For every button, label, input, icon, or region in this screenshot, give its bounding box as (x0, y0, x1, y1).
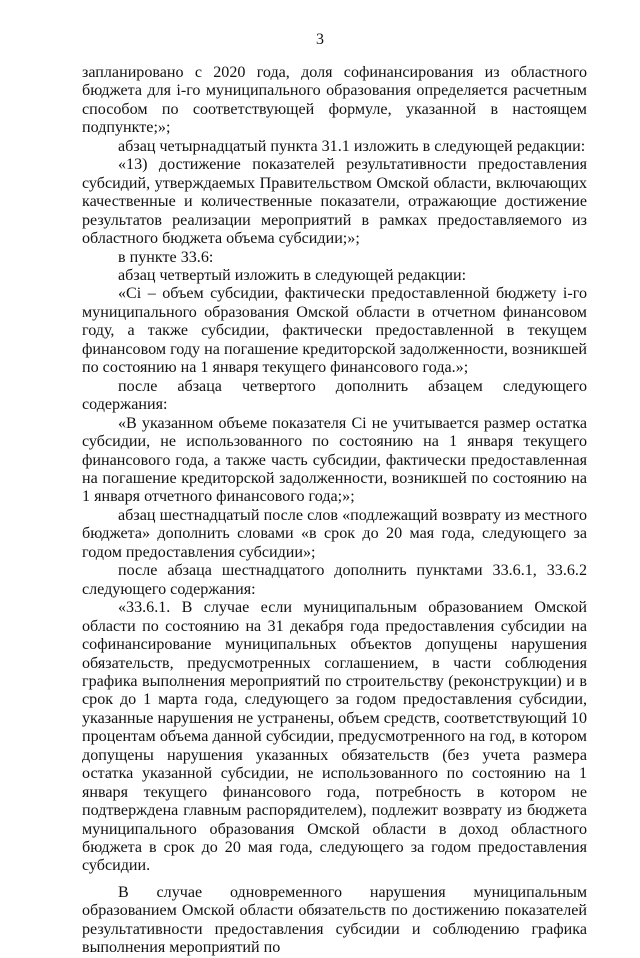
paragraph: абзац четвертый изложить в следующей редакции: (118, 266, 467, 284)
paragraph: запланировано с 2020 года, доля софинансирования из областного бюджета для i-го муниципального образования определяется расчетным способом по соответствующей формуле, указанной в настоящем подпункте;»; (82, 64, 587, 137)
paragraph: «33.6.1. В случае если муниципальным образованием Омской области по состоянию на 31 декабря года предоставления субсидии на софинансирование муниципальных объектов допущены нарушения обязательств, предусмотренных соглашением, в части соблюдения графика выполнения мероприятий по строительству (реконструкции) и в срок до 1 марта года, следующего за годом предоставления субсидии, указанные нарушения не устранены, объем средств, соответствующий 10 процентам объема данной субсидии, предусмотренного на год, в котором допущены нарушения указанных обязательств (без учета размера остатка указанной субсидии, не использованного по состоянию на 1 января текущего финансового года, потребность в котором не подтверждена главным распорядителем), подлежит возврату из бюджета муниципального образования Омской области в доход областного бюджета в срок до 20 мая года, следующего за годом предоставления субсидии. (82, 599, 587, 875)
paragraph: абзац шестнадцатый после слов «подлежащий возврату из местного бюджета» дополнить словами «в срок до 20 мая года, следующего за годом предоставления субсидии»; (82, 506, 587, 561)
paragraph: «В указанном объеме показателя Ci не учитывается размер остатка субсидии, не использованного по состоянию на 1 января текущего финансового года, а также часть субсидии, фактически предоставленная на погашение кредиторской задолженности, возникшей по состоянию на 1 января отчетного финансового года;»; (82, 414, 587, 506)
page-number: 3 (316, 31, 324, 48)
paragraph: «13) достижение показателей результативности предоставления субсидий, утверждаемых Правительством Омской области, включающих качественные и количественные показатели, отражающие достижение результатов реализации мероприятий в рамках предоставляемого из областного бюджета объема субсидии;»; (82, 156, 587, 248)
paragraph: В случае одновременного нарушения муниципальным образованием Омской области обязательств по достижению показателей результативности предоставления субсидии и соблюдению графика выполнения мероприятий по (82, 883, 587, 957)
paragraph: после абзаца шестнадцатого дополнить пунктами 33.6.1, 33.6.2 следующего содержания: (82, 562, 587, 598)
paragraph: «Ci – объем субсидии, фактически предоставленной бюджету i-го муниципального образования Омской области в отчетном финансовом году, а также субсидии, фактически предоставленной в текущем финансовом году на погашение кредиторской задолженности, возникшей по состоянию на 1 января текущего финансового года.»; (82, 285, 587, 377)
paragraph: после абзаца четвертого дополнить абзацем следующего содержания: (82, 377, 587, 414)
paragraph: абзац четырнадцатый пункта 31.1 изложить в следующей редакции: (118, 137, 586, 155)
document-body (82, 64, 587, 958)
paragraph: в пункте 33.6: (118, 248, 214, 266)
